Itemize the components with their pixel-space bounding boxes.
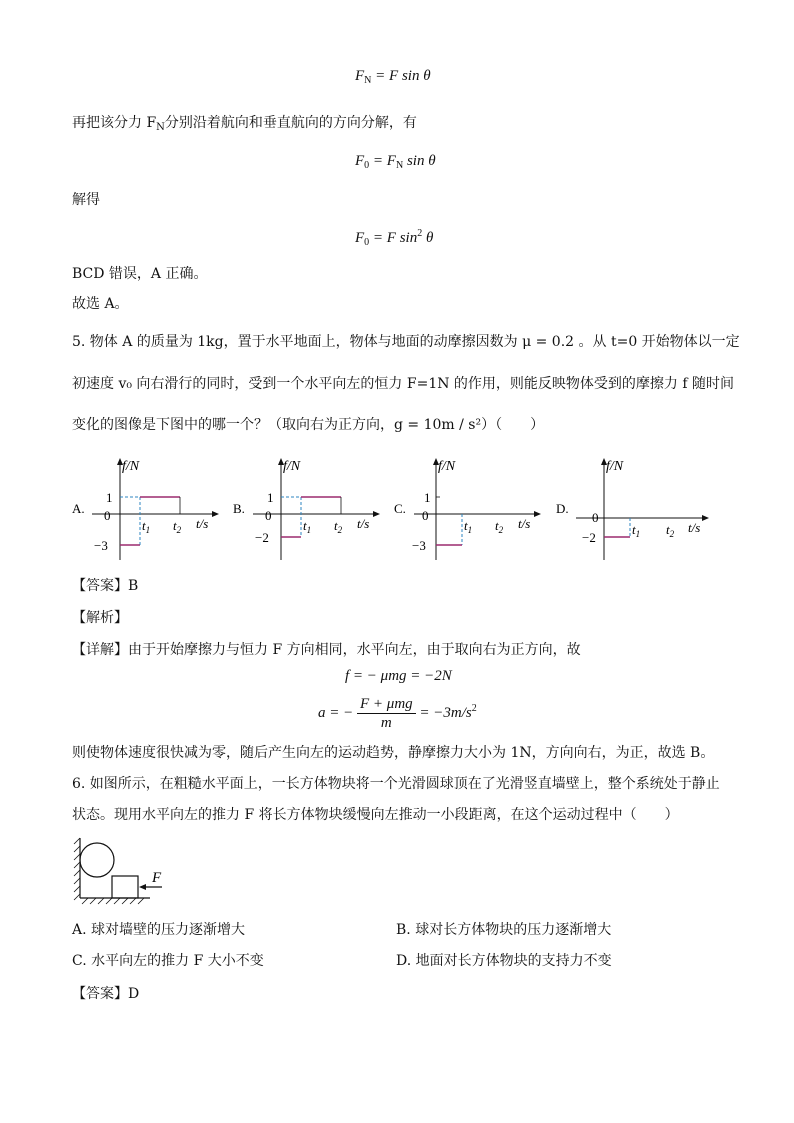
option-6b[interactable]: B. 球对长方体物块的压力逐渐增大 xyxy=(396,922,612,938)
option-6a[interactable]: A. 球对墙壁的压力逐渐增大 xyxy=(72,922,246,938)
tick-zero: 0 xyxy=(265,508,272,523)
graph-option-a[interactable] xyxy=(72,450,222,565)
q5-line-3: 变化的图像是下图中的哪一个？（取向右为正方向，g = 10m / s²）（ ） xyxy=(72,417,545,433)
q5-line-1: 5. 物体 A 的质量为 1kg，置于水平地面上，物体与地面的动摩擦因数为 μ = 0.2 。从 t=0 开始物体以一定 xyxy=(72,334,740,350)
detail-5: 【详解】由于开始摩擦力与恒力 F 方向相同，水平向左，由于取向右为正方向，故 xyxy=(72,642,581,658)
tick-bottom: −3 xyxy=(412,538,426,553)
tick-bottom: −2 xyxy=(582,530,596,545)
t1-label: $t_1$ xyxy=(303,518,312,535)
x-label: t/s xyxy=(688,520,701,535)
x-label: t/s xyxy=(357,516,370,531)
y-label: f/N xyxy=(122,459,140,474)
t1-label: $t_1$ xyxy=(632,522,641,539)
x-arrow xyxy=(373,511,380,517)
tick-top: 1 xyxy=(424,490,431,505)
ball xyxy=(80,843,114,877)
conclusion-5: 则使物体速度很快减为零，随后产生向左的运动趋势，静摩擦力大小为 1N，方向向右，为正，故选 B。 xyxy=(72,745,715,761)
tick-zero: 0 xyxy=(422,508,429,523)
wall-ball-block-diagram xyxy=(70,836,180,908)
diagram-svg xyxy=(70,836,180,908)
equation-acceleration: a = − $\frac{\text{F + μmg}}{m}$ = $-3m/s^2$ xyxy=(318,696,477,731)
tick-bottom: −3 xyxy=(94,538,108,553)
block xyxy=(112,876,138,898)
t1-label: $t_1$ xyxy=(464,518,473,535)
y-label: f/N xyxy=(283,459,301,474)
analysis-5: 【解析】 xyxy=(72,610,128,626)
option-6c[interactable]: C. 水平向左的推力 F 大小不变 xyxy=(72,953,264,969)
force-arrowhead xyxy=(139,884,146,890)
t2-label: $t_2$ xyxy=(495,518,504,535)
equation-fn: $F_N = F$ sin θ xyxy=(355,68,431,86)
force-label: F xyxy=(152,870,162,886)
answer-5: 【答案】B xyxy=(72,578,139,594)
t2-label: $t_2$ xyxy=(173,518,182,535)
option-label: C. xyxy=(394,501,406,516)
y-label: f/N xyxy=(438,459,456,474)
y-label: f/N xyxy=(606,459,624,474)
option-label: B. xyxy=(233,501,245,516)
tick-top: 1 xyxy=(106,490,113,505)
x-label: t/s xyxy=(196,516,209,531)
t1-label: $t_1$ xyxy=(142,518,151,535)
graph-option-b[interactable] xyxy=(233,450,383,565)
graph-option-c[interactable] xyxy=(394,450,544,565)
decompose-line: 再把该分力 $F_N$分别沿着航向和垂直航向的方向分解，有 xyxy=(72,115,417,133)
option-6d[interactable]: D. 地面对长方体物块的支持力不变 xyxy=(396,953,612,969)
t2-label: $t_2$ xyxy=(334,518,343,535)
equation-friction: f = − μmg = −2N xyxy=(345,668,452,684)
answer-6: 【答案】D xyxy=(72,986,140,1002)
verdict-line: BCD 错误，A 正确。 xyxy=(72,266,208,282)
q5-line-2: 初速度 v₀ 向右滑行的同时，受到一个水平向左的恒力 F=1N 的作用，则能反映物体受到的摩擦力 f 随时间 xyxy=(72,376,735,392)
graph-option-d[interactable] xyxy=(556,450,716,565)
x-arrow xyxy=(702,515,709,521)
graph-c-svg xyxy=(394,450,544,565)
x-label: t/s xyxy=(518,516,531,531)
ground-hatch xyxy=(82,898,144,904)
x-arrow xyxy=(534,511,541,517)
solve-label: 解得 xyxy=(72,192,100,208)
option-label: A. xyxy=(72,501,85,516)
tick-bottom: −2 xyxy=(255,530,269,545)
option-label: D. xyxy=(556,501,569,516)
q6-line-2: 状态。现用水平向左的推力 F 将长方体物块缓慢向左推动一小段距离，在这个运动过程中（ ） xyxy=(72,807,679,823)
equation-f0: $F_0 = F_N$ sin θ xyxy=(355,153,436,171)
x-arrow xyxy=(212,511,219,517)
tick-top: 1 xyxy=(267,490,274,505)
fraction: $\frac{\text{F + μmg}}{m}$ xyxy=(357,695,416,732)
q6-line-1: 6. 如图所示，在粗糙水平面上，一长方体物块将一个光滑圆球顶在了光滑竖直墙壁上，整个系统处于静止 xyxy=(72,776,720,792)
graph-d-svg xyxy=(556,450,716,565)
wall-hatch xyxy=(74,838,80,900)
t2-label: $t_2$ xyxy=(666,522,675,539)
graph-b-svg xyxy=(233,450,383,565)
graph-a-svg xyxy=(72,450,222,565)
equation-f0-result: $F_0 = F$ $\sin^2 \theta$ xyxy=(355,228,434,248)
tick-zero: 0 xyxy=(104,508,111,523)
tick-zero: 0 xyxy=(592,510,599,525)
choose-a-line: 故选 A。 xyxy=(72,296,129,312)
